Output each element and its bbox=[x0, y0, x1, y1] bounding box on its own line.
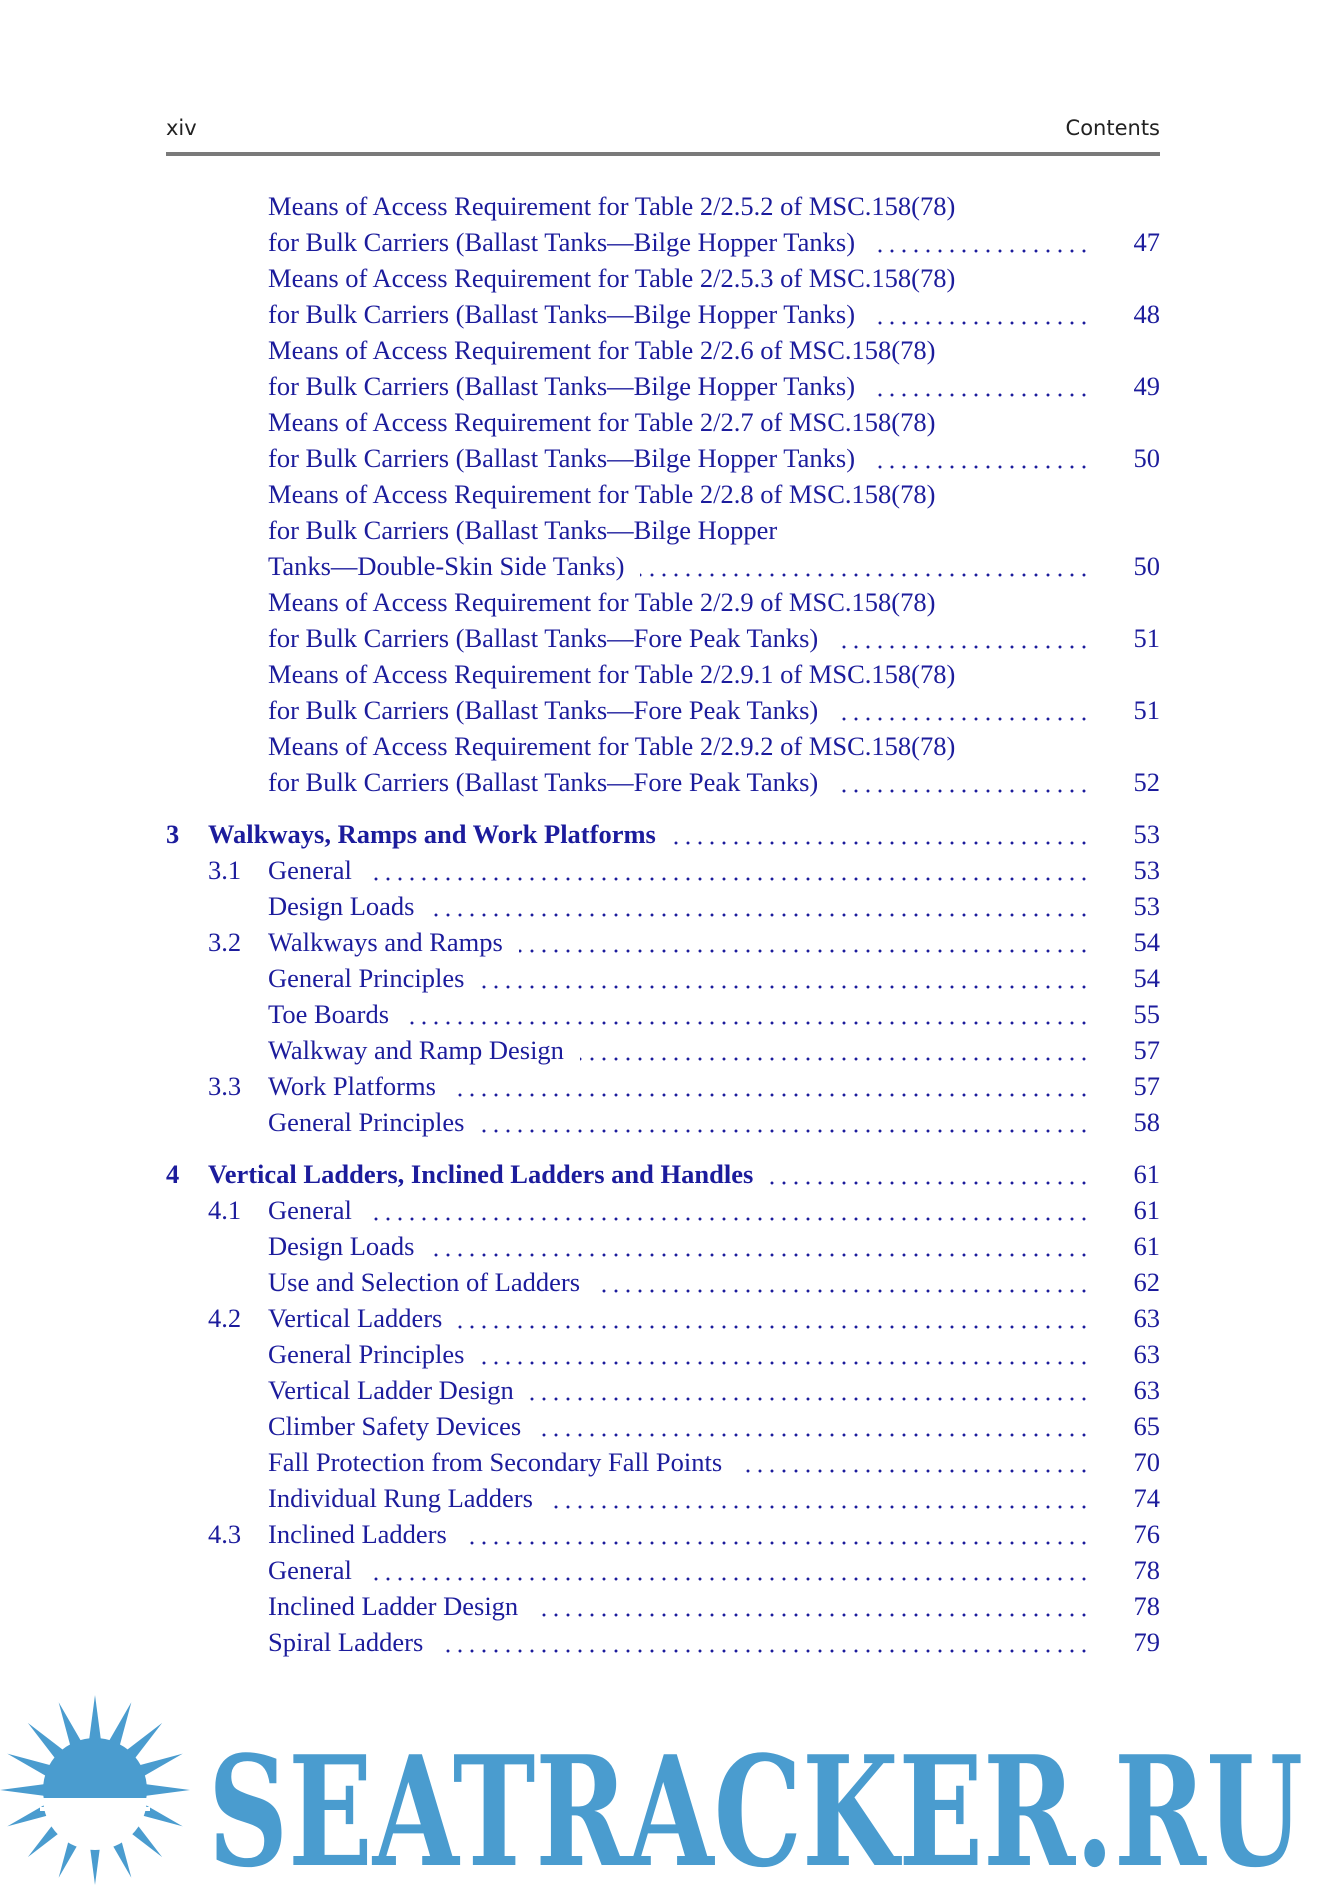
toc-entry-title: Climber Safety Devices bbox=[268, 1411, 522, 1441]
toc-page-number: 63 bbox=[1133, 1375, 1160, 1405]
toc-entry-title: Means of Access Requirement for Table 2/2.5.3 of MSC.158(78) bbox=[268, 263, 956, 293]
toc-section-entry[interactable] bbox=[166, 852, 1160, 888]
toc-page-number: 61 bbox=[1133, 1195, 1160, 1225]
toc-entry-title: Means of Access Requirement for Table 2/2.7 of MSC.158(78) bbox=[268, 407, 936, 437]
dot-leader bbox=[596, 1274, 1090, 1294]
toc-page-number: 47 bbox=[1133, 227, 1160, 257]
toc-subsection-entry[interactable] bbox=[166, 1336, 1160, 1372]
toc-subsection-entry[interactable] bbox=[166, 548, 1160, 584]
toc-entry-title: Means of Access Requirement for Table 2/2.9 of MSC.158(78) bbox=[268, 587, 936, 617]
dot-leader bbox=[549, 1490, 1090, 1510]
toc-page-number: 53 bbox=[1133, 819, 1160, 849]
toc-page-number: 70 bbox=[1133, 1447, 1160, 1477]
dot-leader bbox=[519, 934, 1090, 954]
toc-page-number: 54 bbox=[1133, 927, 1160, 957]
dot-leader bbox=[834, 774, 1090, 794]
dot-leader bbox=[368, 1202, 1090, 1222]
dot-leader bbox=[480, 1346, 1090, 1366]
toc-page-number: 78 bbox=[1133, 1555, 1160, 1585]
toc-entry-title: Design Loads bbox=[268, 891, 415, 921]
toc-entry-title: Means of Access Requirement for Table 2/2.9.2 of MSC.158(78) bbox=[268, 731, 956, 761]
dot-leader bbox=[430, 1238, 1090, 1258]
toc-page-number: 51 bbox=[1133, 623, 1160, 653]
toc-page-number: 79 bbox=[1133, 1627, 1160, 1657]
dot-leader bbox=[738, 1454, 1090, 1474]
dot-leader bbox=[405, 1006, 1090, 1026]
dot-leader bbox=[530, 1382, 1090, 1402]
toc-chapter-entry[interactable] bbox=[166, 816, 1160, 852]
toc-section-entry[interactable] bbox=[166, 1516, 1160, 1552]
toc-entry-number: 3.1 bbox=[208, 855, 242, 885]
dot-leader bbox=[871, 234, 1090, 254]
sun-logo-icon bbox=[0, 1695, 190, 1885]
toc-entry-number: 3.3 bbox=[208, 1071, 242, 1101]
toc-entry-title: Means of Access Requirement for Table 2/2.5.2 of MSC.158(78) bbox=[268, 191, 956, 221]
toc-page-number: 61 bbox=[1133, 1231, 1160, 1261]
dot-leader bbox=[458, 1310, 1090, 1330]
dot-leader bbox=[640, 558, 1090, 578]
sun-ray bbox=[0, 1784, 47, 1796]
toc-entry-title: Inclined Ladders bbox=[268, 1519, 447, 1549]
dot-leader bbox=[480, 970, 1090, 990]
watermark-text: SEATRACKER.RU bbox=[208, 1722, 1303, 1890]
toc-entry-title: for Bulk Carriers (Ballast Tanks—Fore Peak Tanks) bbox=[268, 623, 819, 653]
toc-entry-title: Vertical Ladder Design bbox=[268, 1375, 514, 1405]
toc-entry-title: Spiral Ladders bbox=[268, 1627, 424, 1657]
toc-entry-title: Means of Access Requirement for Table 2/2.6 of MSC.158(78) bbox=[268, 335, 936, 365]
dot-leader bbox=[871, 378, 1090, 398]
toc-entry-title: Tanks—Double-Skin Side Tanks) bbox=[268, 551, 625, 581]
toc-entry-title: Vertical Ladders bbox=[268, 1303, 443, 1333]
toc-subsection-entry[interactable] bbox=[166, 1032, 1160, 1068]
toc-subsection-entry[interactable] bbox=[166, 1408, 1160, 1444]
dot-leader bbox=[834, 630, 1090, 650]
toc-entry-title: Toe Boards bbox=[268, 999, 390, 1029]
dot-leader bbox=[534, 1598, 1090, 1618]
toc-entry-title: for Bulk Carriers (Ballast Tanks—Fore Peak Tanks) bbox=[268, 695, 819, 725]
toc-subsection-entry[interactable] bbox=[166, 1624, 1160, 1660]
toc-entry-title: Walkway and Ramp Design bbox=[268, 1035, 564, 1065]
toc-entry-title: General Principles bbox=[268, 963, 465, 993]
toc-subsection-entry[interactable] bbox=[166, 1264, 1160, 1300]
toc-entry-number: 4 bbox=[166, 1159, 180, 1189]
toc-entry-number: 3 bbox=[166, 819, 180, 849]
sun-ray bbox=[143, 1784, 190, 1796]
section-gap bbox=[166, 800, 1160, 816]
toc-entry-title: Inclined Ladder Design bbox=[268, 1591, 519, 1621]
toc-entry-title: General bbox=[268, 1555, 352, 1585]
toc-page-number: 51 bbox=[1133, 695, 1160, 725]
toc-entry-title: Individual Rung Ladders bbox=[268, 1483, 533, 1513]
toc-subsection-entry[interactable] bbox=[166, 368, 1160, 404]
toc-subsection-entry[interactable] bbox=[166, 728, 1160, 764]
toc-page-number: 74 bbox=[1133, 1483, 1160, 1513]
toc-entry-title: Means of Access Requirement for Table 2/2.8 of MSC.158(78) bbox=[268, 479, 936, 509]
toc-subsection-entry[interactable] bbox=[166, 1552, 1160, 1588]
toc-entry-title: Means of Access Requirement for Table 2/2.9.1 of MSC.158(78) bbox=[268, 659, 956, 689]
dot-leader bbox=[452, 1078, 1090, 1098]
toc-page-number: 61 bbox=[1133, 1159, 1160, 1189]
toc-page-number: 50 bbox=[1133, 443, 1160, 473]
toc-entry-title: for Bulk Carriers (Ballast Tanks—Bilge Hopper bbox=[268, 515, 778, 545]
toc-page-number: 57 bbox=[1133, 1071, 1160, 1101]
toc-entry-title: Walkways and Ramps bbox=[268, 927, 503, 957]
sun-ray bbox=[89, 1695, 101, 1742]
toc-page-number: 55 bbox=[1133, 999, 1160, 1029]
toc-subsection-entry[interactable] bbox=[166, 1444, 1160, 1480]
toc-subsection-entry[interactable] bbox=[166, 1372, 1160, 1408]
toc-page-number: 49 bbox=[1133, 371, 1160, 401]
toc-page-number: 63 bbox=[1133, 1303, 1160, 1333]
toc-subsection-entry[interactable] bbox=[166, 188, 1160, 224]
toc-section-entry[interactable] bbox=[166, 1192, 1160, 1228]
dot-leader bbox=[537, 1418, 1090, 1438]
toc-page-number: 54 bbox=[1133, 963, 1160, 993]
toc-entry-title: General Principles bbox=[268, 1107, 465, 1137]
dot-leader bbox=[871, 450, 1090, 470]
dot-leader bbox=[580, 1042, 1090, 1062]
toc-subsection-entry[interactable] bbox=[166, 960, 1160, 996]
section-gap bbox=[166, 1140, 1160, 1156]
toc-subsection-entry[interactable] bbox=[166, 584, 1160, 620]
toc-subsection-entry[interactable] bbox=[166, 1588, 1160, 1624]
dot-leader bbox=[368, 862, 1090, 882]
toc-subsection-entry[interactable] bbox=[166, 440, 1160, 476]
toc-page-number: 50 bbox=[1133, 551, 1160, 581]
dot-leader bbox=[871, 306, 1090, 326]
toc-entry-title: Design Loads bbox=[268, 1231, 415, 1261]
toc-subsection-entry[interactable] bbox=[166, 512, 1160, 548]
running-header bbox=[166, 112, 1160, 156]
toc-entry-title: for Bulk Carriers (Ballast Tanks—Fore Peak Tanks) bbox=[268, 767, 819, 797]
running-title: Contents bbox=[1065, 116, 1160, 140]
toc-subsection-entry[interactable] bbox=[166, 692, 1160, 728]
dot-leader bbox=[463, 1526, 1090, 1546]
toc-subsection-entry[interactable] bbox=[166, 476, 1160, 512]
toc-page-number: 58 bbox=[1133, 1107, 1160, 1137]
toc-page-number: 62 bbox=[1133, 1267, 1160, 1297]
toc-entry-title: General bbox=[268, 1195, 352, 1225]
dot-leader bbox=[480, 1114, 1090, 1134]
toc-page-number: 52 bbox=[1133, 767, 1160, 797]
dot-leader bbox=[368, 1562, 1090, 1582]
toc-entry-number: 4.1 bbox=[208, 1195, 242, 1225]
toc-entry-title: Walkways, Ramps and Work Platforms bbox=[208, 819, 656, 849]
toc-entry-title: Vertical Ladders, Inclined Ladders and Handles bbox=[208, 1159, 754, 1189]
toc-subsection-entry[interactable] bbox=[166, 1228, 1160, 1264]
dot-leader bbox=[672, 826, 1090, 846]
page-number: xiv bbox=[166, 116, 197, 140]
toc-section-entry[interactable] bbox=[166, 1300, 1160, 1336]
toc-entry-title: for Bulk Carriers (Ballast Tanks—Bilge Hopper Tanks) bbox=[268, 443, 856, 473]
toc-page-number: 57 bbox=[1133, 1035, 1160, 1065]
toc-page-number: 65 bbox=[1133, 1411, 1160, 1441]
toc-entry-title: Use and Selection of Ladders bbox=[268, 1267, 581, 1297]
toc-subsection-entry[interactable] bbox=[166, 1480, 1160, 1516]
table-of-contents bbox=[166, 188, 1160, 1660]
dot-leader bbox=[439, 1634, 1090, 1654]
toc-page-number: 78 bbox=[1133, 1591, 1160, 1621]
dot-leader bbox=[834, 702, 1090, 722]
toc-entry-title: Fall Protection from Secondary Fall Points bbox=[268, 1447, 723, 1477]
toc-page-number: 53 bbox=[1133, 855, 1160, 885]
toc-chapter-entry[interactable] bbox=[166, 1156, 1160, 1192]
toc-page-number: 53 bbox=[1133, 891, 1160, 921]
dot-leader bbox=[769, 1166, 1090, 1186]
watermark bbox=[0, 1695, 1323, 1890]
dot-leader bbox=[430, 898, 1090, 918]
toc-entry-title: for Bulk Carriers (Ballast Tanks—Bilge Hopper Tanks) bbox=[268, 227, 856, 257]
toc-page-number: 76 bbox=[1133, 1519, 1160, 1549]
toc-entry-number: 3.2 bbox=[208, 927, 242, 957]
toc-entry-number: 4.2 bbox=[208, 1303, 242, 1333]
toc-subsection-entry[interactable] bbox=[166, 620, 1160, 656]
toc-subsection-entry[interactable] bbox=[166, 888, 1160, 924]
toc-page-number: 48 bbox=[1133, 299, 1160, 329]
toc-section-entry[interactable] bbox=[166, 1068, 1160, 1104]
toc-subsection-entry[interactable] bbox=[166, 764, 1160, 800]
toc-subsection-entry[interactable] bbox=[166, 656, 1160, 692]
toc-subsection-entry[interactable] bbox=[166, 332, 1160, 368]
toc-subsection-entry[interactable] bbox=[166, 1104, 1160, 1140]
toc-page-number: 63 bbox=[1133, 1339, 1160, 1369]
toc-subsection-entry[interactable] bbox=[166, 260, 1160, 296]
toc-entry-title: General Principles bbox=[268, 1339, 465, 1369]
toc-section-entry[interactable] bbox=[166, 924, 1160, 960]
toc-entry-title: for Bulk Carriers (Ballast Tanks—Bilge Hopper Tanks) bbox=[268, 299, 856, 329]
toc-entry-title: General bbox=[268, 855, 352, 885]
toc-entry-title: for Bulk Carriers (Ballast Tanks—Bilge Hopper Tanks) bbox=[268, 371, 856, 401]
toc-subsection-entry[interactable] bbox=[166, 296, 1160, 332]
toc-subsection-entry[interactable] bbox=[166, 996, 1160, 1032]
toc-entry-number: 4.3 bbox=[208, 1519, 242, 1549]
toc-subsection-entry[interactable] bbox=[166, 224, 1160, 260]
toc-subsection-entry[interactable] bbox=[166, 404, 1160, 440]
toc-entry-title: Work Platforms bbox=[268, 1071, 436, 1101]
